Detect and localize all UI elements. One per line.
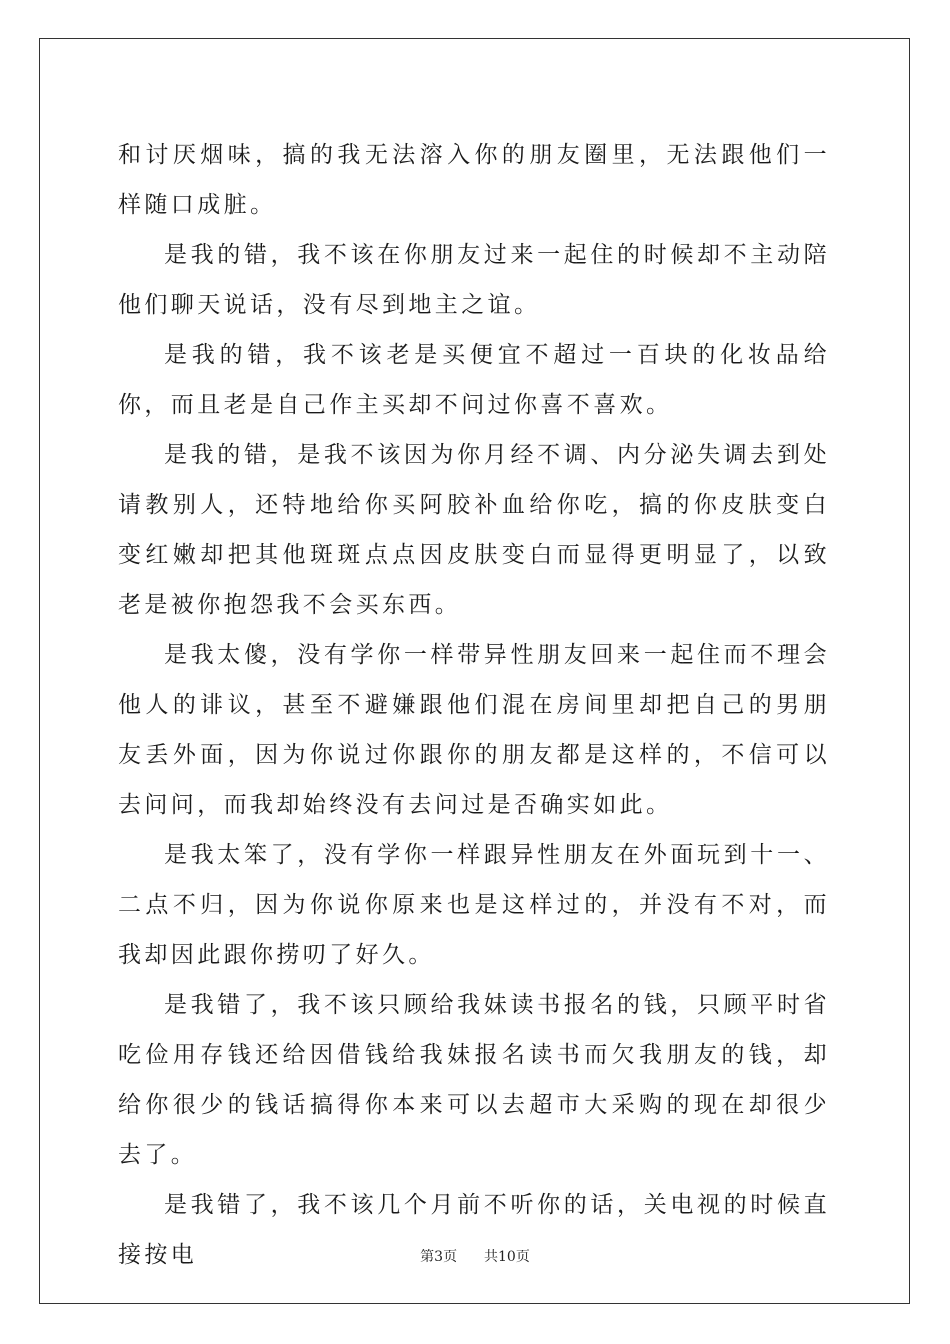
- paragraph: 是我错了，我不该只顾给我妹读书报名的钱，只顾平时省吃俭用存钱还给因借钱给我妹报名读书而欠我朋友的钱，却给你很少的钱话搞得你本来可以去超市大采购的现在却很少去了。: [118, 992, 830, 1168]
- page-total: 共10页: [484, 1249, 530, 1265]
- paragraph-continued: 和讨厌烟味，搞的我无法溶入你的朋友圈里，无法跟他们一样随口成脏。: [118, 142, 830, 218]
- document-body: [118, 130, 830, 1280]
- paragraph: 是我的错，我不该老是买便宜不超过一百块的化妆品给你，而且老是自己作主买却不问过你喜不喜欢。: [118, 342, 830, 418]
- paragraph: 是我的错，我不该在你朋友过来一起住的时候却不主动陪他们聊天说话，没有尽到地主之谊。: [118, 242, 830, 318]
- paragraph: 是我太傻，没有学你一样带异性朋友回来一起住而不理会他人的诽议，甚至不避嫌跟他们混在房间里却把自己的男朋友丢外面，因为你说过你跟你的朋友都是这样的，不信可以去问问，而我却始终没有去问过是否确实如此。: [118, 642, 830, 818]
- paragraph: 是我的错，是我不该因为你月经不调、内分泌失调去到处请教别人，还特地给你买阿胶补血给你吃，搞的你皮肤变白变红嫩却把其他斑斑点点因皮肤变白而显得更明显了，以致老是被你抱怨我不会买东西。: [118, 442, 830, 618]
- page-number: 第3页: [420, 1249, 458, 1265]
- paragraph: 是我错了，我不该几个月前不听你的话，关电视的时候直接按电: [118, 1192, 830, 1268]
- page-footer: [0, 1246, 950, 1266]
- paragraph: 是我太笨了，没有学你一样跟异性朋友在外面玩到十一、二点不归，因为你说你原来也是这样过的，并没有不对，而我却因此跟你捞叨了好久。: [118, 842, 830, 968]
